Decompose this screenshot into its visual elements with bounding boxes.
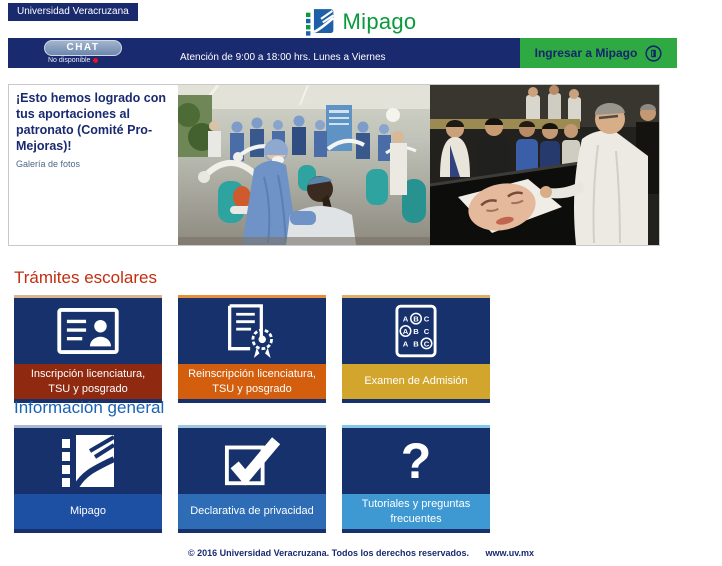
dental-clinic-students-photo [178,85,430,245]
card-declarativa-privacidad[interactable] [178,425,326,533]
chat-status-label: No disponible [48,57,91,64]
section-title-informacion: Información general [14,398,165,417]
card-label: Examen de Admisión [364,375,468,388]
card-footer [178,494,326,529]
card-icon-area [178,428,326,494]
copyright-text: © 2016 Universidad Veracruzana. Todos los derechos reservados. [187,548,470,558]
login-button-label: Ingresar a Mipago [534,46,638,60]
svg-text:A: A [402,339,409,349]
uv-site-link[interactable]: www.uv.mx [485,548,535,558]
card-label: Reinscripción licenciatura, TSU y posgrado [188,368,316,395]
certificate-icon [225,304,279,358]
attention-hours: Atención de 9:00 a 18:00 hrs. Lunes a Viernes [180,52,386,63]
page-footer [0,548,722,558]
login-button[interactable] [520,38,677,68]
informacion-cards [14,425,490,533]
svg-text:C: C [423,326,430,336]
card-footer [342,364,490,399]
card-examen-admision[interactable] [342,295,490,403]
card-tutoriales-preguntas[interactable] [342,425,490,533]
card-bottom-stripe [342,529,490,533]
card-icon-area [342,298,490,364]
svg-text:C: C [423,339,430,349]
login-door-icon [645,45,662,62]
card-footer [342,494,490,529]
card-label: Tutoriales y preguntas frecuentes [361,498,471,525]
topbar [8,38,677,68]
card-inscripcion[interactable] [14,295,162,403]
card-label: Declarativa de privacidad [190,505,314,518]
gallery-link[interactable]: Galería de fotos [16,159,81,169]
presentation-room-screen-photo [430,85,659,245]
card-footer [14,364,162,399]
card-footer [14,494,162,529]
uv-logo-icon [306,6,336,37]
offline-dot-icon [93,58,98,63]
id-card-icon [57,308,119,354]
card-bottom-stripe [14,529,162,533]
svg-text:B: B [413,314,419,324]
photo-banner [8,84,660,246]
card-mipago[interactable] [14,425,162,533]
card-reinscripcion[interactable] [178,295,326,403]
svg-text:B: B [413,326,419,336]
tramites-cards [14,295,490,403]
svg-text:A: A [402,326,409,336]
card-bottom-stripe [342,399,490,403]
chat-status [48,57,98,64]
svg-text:A: A [402,314,409,324]
mipago-logo-icon [62,435,114,487]
logo-text: Mipago [342,8,417,34]
card-icon-area [178,298,326,364]
banner-photos [178,85,659,245]
section-title-tramites: Trámites escolares [14,268,157,287]
card-label: Mipago [69,505,107,518]
svg-text:B: B [413,339,419,349]
card-bottom-stripe [178,399,326,403]
chat-button[interactable]: CHAT [44,40,122,56]
card-bottom-stripe [178,529,326,533]
card-icon-area [14,428,162,494]
banner-text-block [16,90,176,172]
card-icon-area [14,298,162,364]
card-icon-area [342,428,490,494]
topbar-navy-strip [8,38,520,68]
question-mark-icon: ? [400,433,432,489]
svg-text:C: C [423,314,430,324]
university-badge-link[interactable]: Universidad Veracruzana [8,3,138,21]
banner-title: ¡Esto hemos logrado con tus aportaciones al patronato (Comité Pro-Mejoras)! [16,91,167,153]
card-label: Inscripción licenciatura, TSU y posgrado [30,368,146,395]
checkbox-check-icon [224,435,280,487]
mipago-logo[interactable] [0,6,722,37]
exam-answer-sheet-icon [395,304,437,358]
card-footer [178,364,326,399]
